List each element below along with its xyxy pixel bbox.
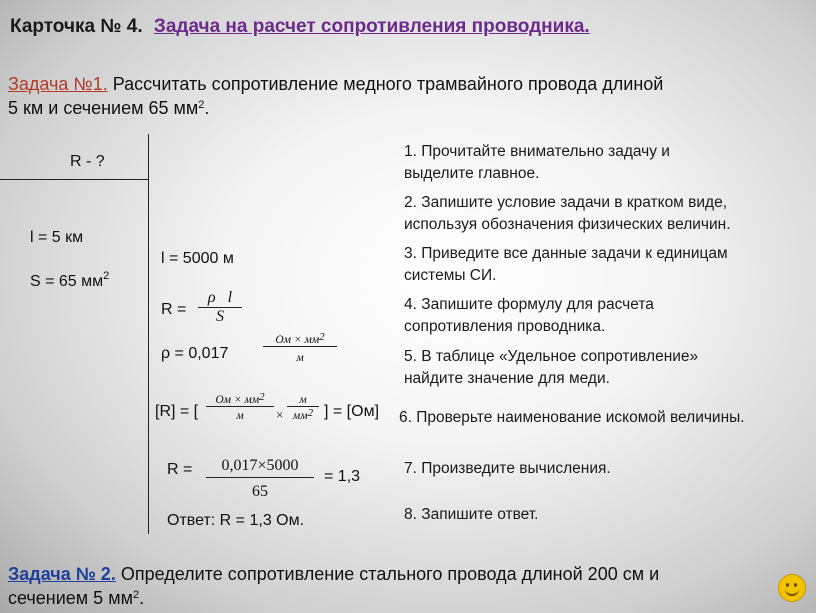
length-si: l = 5000 м xyxy=(161,250,234,267)
card-number: Карточка № 4. xyxy=(10,16,143,37)
calc-fraction xyxy=(206,457,314,501)
smiley-icon[interactable] xyxy=(778,574,806,602)
task2-end: . xyxy=(139,588,145,608)
given-divider-vertical xyxy=(148,134,149,534)
rho-symbol: ρ xyxy=(207,289,216,306)
calc-label: R = xyxy=(167,461,193,478)
step-3: 3. Приведите все данные задачи к единицам системы СИ. xyxy=(404,245,728,284)
task1-text-line2: 5 км и сечением 65 мм xyxy=(8,98,199,118)
calc-denominator: 65 xyxy=(206,477,314,501)
unit-check-fraction-2: м $мм^2$ xyxy=(287,394,319,422)
given-divider-horizontal xyxy=(0,179,148,180)
given-area-text: S = 65 мм xyxy=(30,273,104,290)
unit-check-fraction-1: Ом × $мм^2$ м xyxy=(206,394,274,422)
card-subject: Задача на расчет сопротивления проводника. xyxy=(153,16,590,37)
given-length: l = 5 км xyxy=(30,229,84,246)
given-area xyxy=(30,270,110,291)
resistance-formula-fraction xyxy=(198,289,242,326)
step-6: 6. Проверьте наименование искомой величины. xyxy=(399,409,745,426)
unit-check-left: [R] = [ xyxy=(155,403,199,420)
step-8: 8. Запишите ответ. xyxy=(404,506,539,523)
task1-text-line1: Рассчитать сопротивление медного трамвайного провода длиной xyxy=(107,74,664,94)
task1-paragraph xyxy=(8,72,663,120)
step-5: 5. В таблице «Удельное сопротивление» найдите значение для меди. xyxy=(404,348,699,387)
step-7: 7. Произведите вычисления. xyxy=(404,460,611,477)
task2-paragraph xyxy=(8,562,659,610)
step-1: 1. Прочитайте внимательно задачу и выделите главное. xyxy=(404,143,670,182)
times-sign: × xyxy=(276,407,284,422)
resistance-formula-label: R = xyxy=(161,301,187,318)
answer-text: Ответ: R = 1,3 Ом. xyxy=(167,512,305,529)
rho-value: ρ = 0,017 xyxy=(161,345,229,362)
unknown-label: R - ? xyxy=(70,153,105,170)
task2-text-line2: сечением 5 мм xyxy=(8,588,133,608)
step-4: 4. Запишите формулу для расчета сопротивления проводника. xyxy=(404,296,654,335)
unit-check-right: ] = [Ом] xyxy=(324,403,380,420)
length-symbol: l xyxy=(227,289,233,306)
calc-result: = 1,3 xyxy=(324,468,361,485)
task2-label: Задача № 2. xyxy=(8,564,116,584)
calc-numerator: 0,017×5000 xyxy=(221,457,299,474)
rho-unit-top: Ом × $мм^2$ xyxy=(275,331,325,346)
given-area-sup: 2 xyxy=(103,270,110,282)
rho-unit-bottom: м xyxy=(263,346,337,364)
rho-unit-fraction xyxy=(263,331,337,364)
formula-denominator: S xyxy=(198,307,242,326)
task1-sup: 2 xyxy=(198,99,205,111)
task2-text-line1: Определите сопротивление стального провода длиной 200 см и xyxy=(115,564,660,584)
step-2: 2. Запишите условие задачи в кратком виде, используя обозначения физических величин. xyxy=(404,194,731,233)
card-title xyxy=(10,16,590,38)
task2-sup: 2 xyxy=(132,589,140,601)
task1-end: . xyxy=(204,98,210,118)
task1-label: Задача №1. xyxy=(8,74,108,94)
formula-numerator xyxy=(198,289,242,307)
